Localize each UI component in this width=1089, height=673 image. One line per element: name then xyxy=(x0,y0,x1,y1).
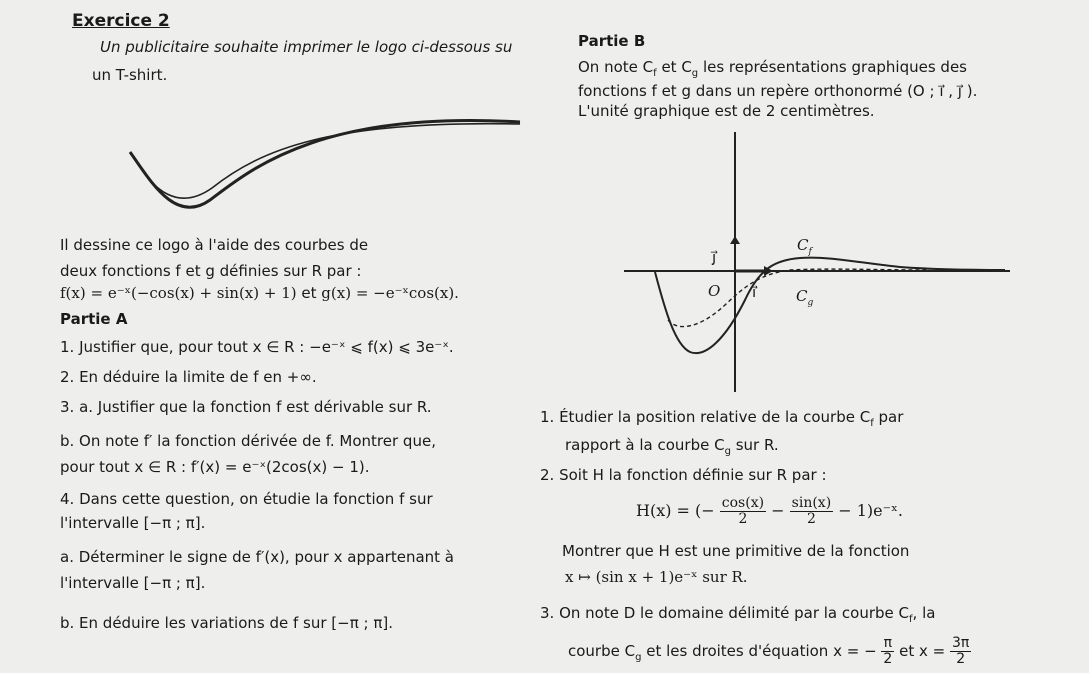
h-den-2: 2 xyxy=(806,511,816,527)
part-b-q2-4: x ↦ (sin x + 1)e⁻ˣ sur R. xyxy=(565,568,748,586)
part-b-q1-2 xyxy=(565,436,779,461)
part-b-q1-2-end: sur R. xyxy=(735,436,779,454)
label-cg xyxy=(796,287,813,313)
part-a-q1: 1. Justifier que, pour tout x ∈ R : −e⁻ˣ ⩽ f(x) ⩽ 3e⁻ˣ. xyxy=(60,338,454,356)
def-sep: et xyxy=(301,284,317,302)
q3-frac-1-num: π xyxy=(881,636,894,652)
part-b-q1-end: par xyxy=(878,408,904,426)
h-formula xyxy=(636,494,903,528)
part-b-sub-f: f xyxy=(653,68,657,79)
def-g-formula: g(x) = −e⁻ˣcos(x). xyxy=(321,284,459,302)
intro-line-1: Un publicitaire souhaite imprimer le logo ci-dessous su xyxy=(100,38,513,56)
part-a-q4a-1: a. Déterminer le signe de f′(x), pour x appartenant à xyxy=(60,548,454,566)
part-b-line-1-mid: et C xyxy=(661,58,692,76)
part-b-line-2: fonctions f et g dans un repère orthonormé (O ; i⃗ , j⃗ ). xyxy=(578,82,978,100)
h-num-1: cos(x) xyxy=(721,495,765,511)
h-lhs: H(x) = (− xyxy=(636,501,715,520)
j-arrowhead xyxy=(730,236,740,244)
label-cg-text: C xyxy=(796,287,808,305)
label-origin: O xyxy=(708,282,721,300)
q3-frac-1 xyxy=(881,636,894,667)
part-a-q3b-2: pour tout x ∈ R : f′(x) = e⁻ˣ(2cos(x) − 1). xyxy=(60,458,370,476)
intro-line-2: un T-shirt. xyxy=(92,66,168,84)
label-cg-sub: g xyxy=(807,298,814,308)
q3-frac-2 xyxy=(950,636,971,667)
h-num-2: sin(x) xyxy=(791,495,832,511)
h-minus: − xyxy=(771,501,785,520)
part-b-sub-g: g xyxy=(691,68,699,79)
part-a-title: Partie A xyxy=(60,310,128,328)
part-a-q4-1: 4. Dans cette question, on étudie la fonction f sur xyxy=(60,490,433,508)
part-b-q2-1: 2. Soit H la fonction définie sur R par : xyxy=(540,466,827,484)
part-b-line-1-a: On note C xyxy=(578,58,654,76)
part-b-q1-2-sub: g xyxy=(724,446,731,457)
part-b-q3-sub: f xyxy=(909,614,913,625)
exercise-title: Exercice 2 xyxy=(72,11,170,31)
q3-frac-2-num: 3π xyxy=(952,635,970,651)
part-a-q4a-2: l'intervalle [−π ; π]. xyxy=(60,574,206,592)
intro-para-1: Il dessine ce logo à l'aide des courbes de xyxy=(60,236,369,254)
part-b-q3-2-b: et les droites d'équation x = − xyxy=(646,642,877,660)
part-b-q3-text: 3. On note D le domaine délimité par la courbe C xyxy=(540,604,909,622)
part-a-q4b: b. En déduire les variations de f sur [−π ; π]. xyxy=(60,614,393,632)
part-a-q4-2: l'intervalle [−π ; π]. xyxy=(60,514,206,532)
label-cf-text: C xyxy=(797,236,809,254)
part-b-q1-text: 1. Étudier la position relative de la courbe C xyxy=(540,408,871,426)
part-b-line-3: L'unité graphique est de 2 centimètres. xyxy=(578,102,875,120)
part-a-q3a: 3. a. Justifier que la fonction f est dérivable sur R. xyxy=(60,398,432,416)
part-b-q2-3: Montrer que H est une primitive de la fonction xyxy=(562,542,910,560)
part-b-q3-1 xyxy=(540,604,935,629)
part-b-q1-1 xyxy=(540,408,903,433)
part-b-q3-2-a: courbe C xyxy=(568,642,636,660)
label-j: j⃗ xyxy=(712,248,717,266)
label-cf xyxy=(797,236,812,262)
part-b-q1-sub: f xyxy=(870,418,874,429)
def-f-formula: f(x) = e⁻ˣ(−cos(x) + sin(x) + 1) xyxy=(60,284,297,302)
q3-frac-2-den: 2 xyxy=(956,651,966,667)
label-cf-sub: f xyxy=(808,247,812,257)
part-b-q3-end: , la xyxy=(912,604,936,622)
intro-para-2: deux fonctions f et g définies sur R par : xyxy=(60,262,362,280)
part-a-q3b-1: b. On note f′ la fonction dérivée de f. Montrer que, xyxy=(60,432,436,450)
q3-frac-1-den: 2 xyxy=(883,651,893,667)
h-frac-1 xyxy=(720,496,766,527)
part-b-line-1-end: les représentations graphiques des xyxy=(702,58,967,76)
part-b-q1-2-text: rapport à la courbe C xyxy=(565,436,725,454)
part-b-q3-2 xyxy=(568,636,971,673)
label-i: i⃗ xyxy=(752,283,757,301)
part-b-q3-2-sub: g xyxy=(635,652,642,663)
h-rhs: − 1)e⁻ˣ. xyxy=(838,501,903,520)
h-frac-2 xyxy=(790,496,834,527)
part-b-q3-et: et x = xyxy=(899,642,946,660)
h-den-1: 2 xyxy=(738,511,748,527)
part-a-q2: 2. En déduire la limite de f en +∞. xyxy=(60,368,317,386)
part-b-title: Partie B xyxy=(578,32,646,50)
